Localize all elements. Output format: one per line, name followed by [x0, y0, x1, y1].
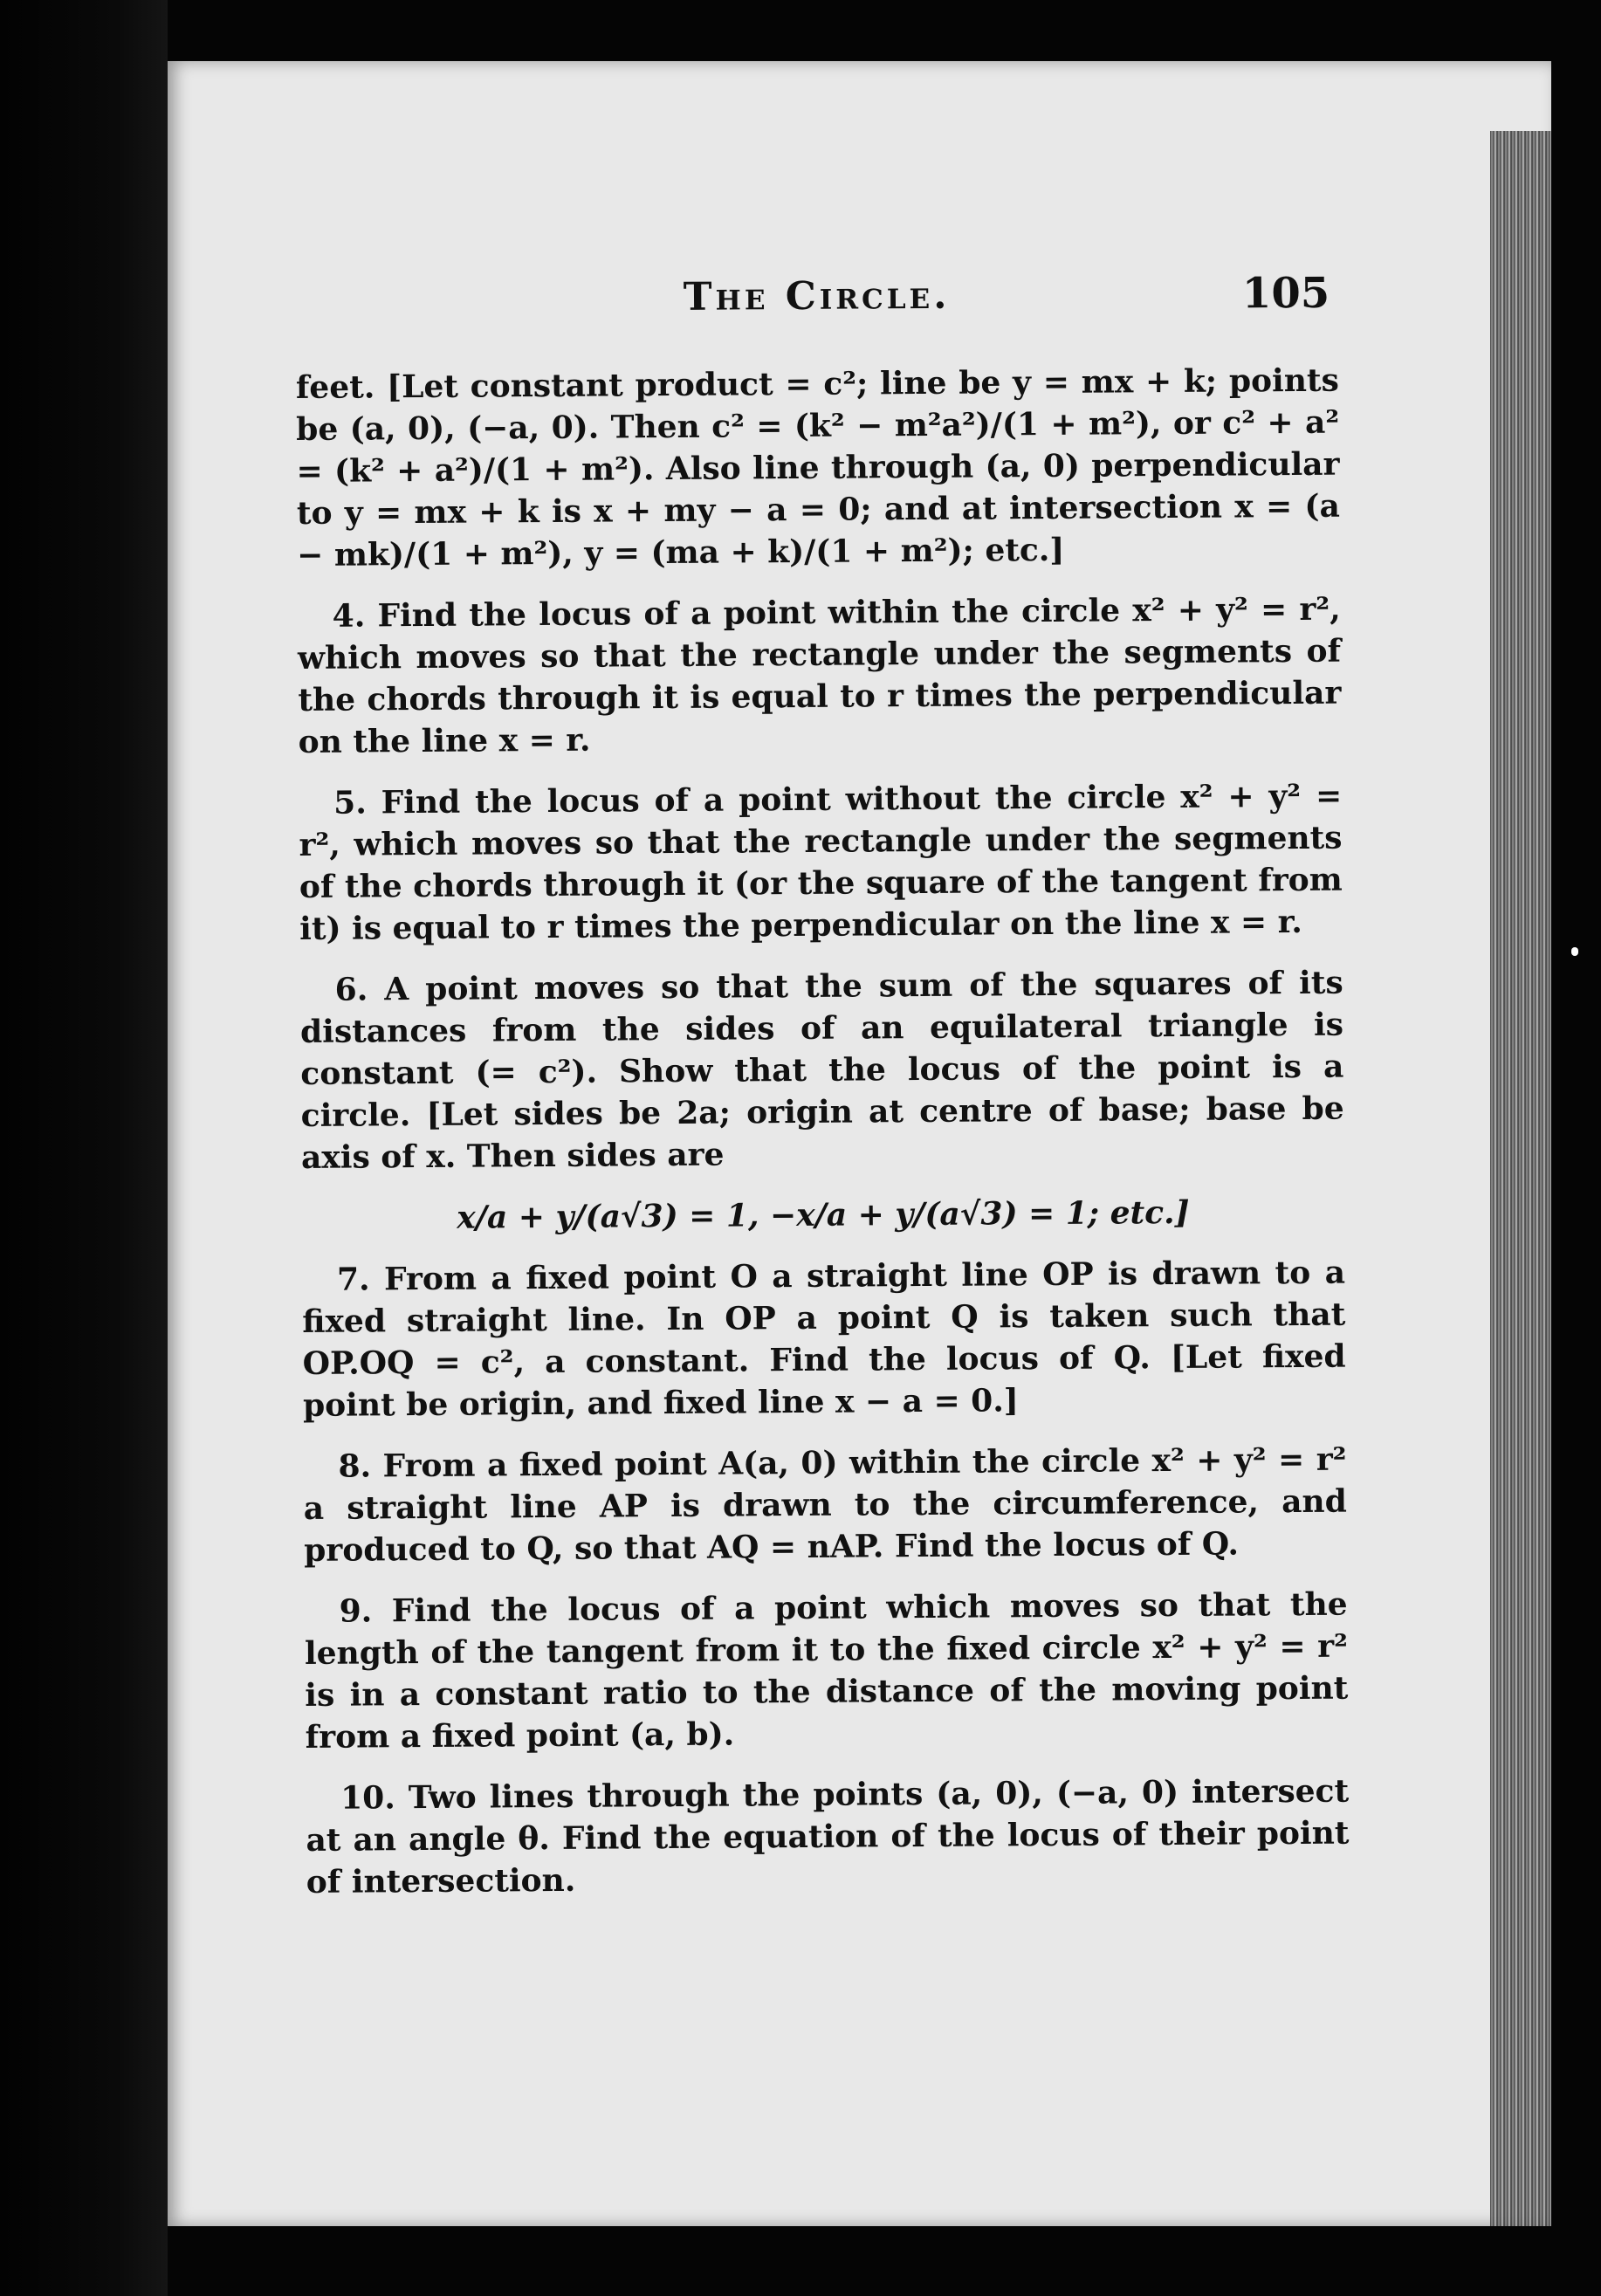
speck-mark	[1571, 947, 1578, 956]
problem-4: 4. Find the locus of a point within the circle x² + y² = r², which moves so that the rectangle under the segments of the chords through it is equal to r times the perpendicular on the line x = r.	[297, 590, 1342, 760]
continuation-paragraph: feet. [Let constant product = c²; line be y = mx + k; points be (a, 0), (−a, 0). Then c² = (k² − m²a²)/(1 + m²), or c² + a² = (k² + a²)/(1 + m²). Also line through (a, 0) perpendicular to y = mx + k is x + my − a = 0; and at intersection x = (a − mk)/(1 + m²), y = (ma + k)/(1 + m²); etc.]	[295, 361, 1340, 574]
problem-5: 5. Find the locus of a point without the circle x² + y² = r², which moves so that the rectangle under the segments of the chords through it (or the square of the tangent from it) is equal to r times the perpendicular on the line x = r.	[299, 777, 1343, 947]
page-number: 105	[1241, 268, 1330, 319]
running-title: The Circle.	[683, 272, 951, 320]
binding-shadow	[0, 0, 168, 2296]
problem-6: 6. A point moves so that the sum of the squares of its distances from the sides of an equilateral triangle is constant (= c²). Show that the locus of the point is a circle. [Let sides be 2a; origin at centre of base; base be axis of x. Then sides are	[299, 964, 1344, 1176]
page-header	[295, 268, 1339, 349]
problem-8: 8. From a fixed point A(a, 0) within the circle x² + y² = r² a straight line AP is drawn to the circumference, and produced to Q, so that AQ = nAP. Find the locus of Q.	[303, 1440, 1347, 1569]
problem-6-formula: x/a + y/(a√3) = 1, −x/a + y/(a√3) = 1; etc.]	[457, 1193, 1190, 1236]
page-fore-edge	[1490, 131, 1551, 2226]
problem-7: 7. From a fixed point O a straight line OP is drawn to a fixed straight line. In OP a point Q is taken such that OP.OQ = c², a constant. Find the locus of Q. [Let fixed point be origin, and fixed line x − a = 0.]	[302, 1254, 1346, 1424]
problem-9: 9. Find the locus of a point which moves so that the length of the tangent from it to the fixed circle x² + y² = r² is in a constant ratio to the distance of the moving point from a fixed point (a, b).	[304, 1585, 1349, 1756]
problem-10: 10. Two lines through the points (a, 0), (−a, 0) intersect at an angle θ. Find the equation of the locus of their point of intersection.	[306, 1772, 1350, 1901]
page-content	[295, 268, 1350, 1922]
